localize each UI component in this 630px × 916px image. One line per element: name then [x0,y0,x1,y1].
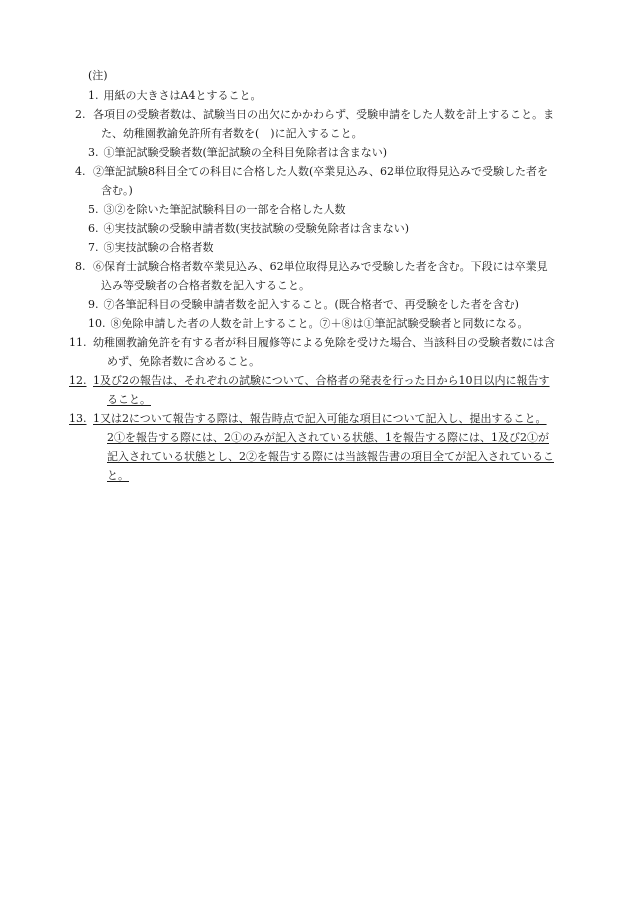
note-item-12: 12. 1及び2の報告は、それぞれの試験について、合格者の発表を行った日から10日以内に報告すること。 [69,374,550,406]
notes-list [69,86,558,485]
note-text: 各項目の受験者数は、試験当日の出欠にかかわらず、受験申請をした人数を計上すること。また、幼稚園教諭免許所有者数を( )に記入すること。 [93,108,555,140]
note-text: 1及び2の報告は、それぞれの試験について、合格者の発表を行った日から10日以内に報告すること。 [93,374,550,406]
note-text: ①筆記試験受験者数(筆記試験の全科目免除者は含まない) [103,146,388,159]
note-number: 3. [88,146,99,159]
note-item-1 [88,86,558,105]
note-item-10 [88,314,558,333]
note-item-3 [88,143,558,162]
note-text: ②筆記試験8科目全ての科目に合格した人数(卒業見込み、62単位取得見込みで受験した者を含む。) [93,165,548,197]
note-text: 1又は2について報告する際は、報告時点で記入可能な項目について記入し、提出すること。2①を報告する際には、2①のみが記入されている状態、1を報告する際には、1及び2①が記入されている状態とし、2②を報告する際には当該報告書の項目全てが記入されていること。 [93,412,554,482]
note-number: 6. [88,222,99,235]
note-text: ⑧免除申請した者の人数を計上すること。⑦＋⑧は①筆記試験受験者と同数になる。 [110,317,529,330]
note-item-5 [88,200,558,219]
note-text: ⑥保育士試験合格者数卒業見込み、62単位取得見込みで受験した者を含む。下段には卒業見込み等受験者の合格者数を記入すること。 [93,260,548,292]
note-item-6 [88,219,558,238]
note-item-13: 13. 1又は2について報告する際は、報告時点で記入可能な項目について記入し、提出すること。2①を報告する際には、2①のみが記入されている状態、1を報告する際には、1及び2①が記入されている状態とし、2②を報告する際には当該報告書の項目全てが記入されていること。 [69,412,554,482]
note-text: 幼稚園教諭免許を有する者が科目履修等による免除を受けた場合、当該科目の受験者数には含めず、免除者数に含めること。 [93,336,555,368]
note-item-9 [88,295,558,314]
notes-heading: (注) [88,69,108,82]
note-item-11: 11. 幼稚園教諭免許を有する者が科目履修等による免除を受けた場合、当該科目の受験者数には含めず、免除者数に含めること。 [69,336,555,368]
note-number: 5. [88,203,99,216]
note-text: 用紙の大きさはA4とすること。 [103,89,262,102]
note-number: 7. [88,241,99,254]
note-item-4: 4. ②筆記試験8科目全ての科目に合格した人数(卒業見込み、62単位取得見込みで受験した者を含む。) [75,165,548,197]
note-number: 1. [88,89,99,102]
note-number: 9. [88,298,99,311]
note-text: ⑤実技試験の合格者数 [103,241,214,254]
note-item-8: 8. ⑥保育士試験合格者数卒業見込み、62単位取得見込みで受験した者を含む。下段には卒業見込み等受験者の合格者数を記入すること。 [75,260,548,292]
note-text: ⑦各筆記科目の受験申請者数を記入すること。(既合格者で、再受験をした者を含む) [103,298,519,311]
note-item-7 [88,238,558,257]
note-text: ③②を除いた筆記試験科目の一部を合格した人数 [103,203,346,216]
note-item-2: 2. 各項目の受験者数は、試験当日の出欠にかかわらず、受験申請をした人数を計上すること。また、幼稚園教諭免許所有者数を( )に記入すること。 [75,108,555,140]
notes-section [69,66,558,485]
note-text: ④実技試験の受験申請者数(実技試験の受験免除者は含まない) [103,222,410,235]
note-number: 10. [88,317,106,330]
